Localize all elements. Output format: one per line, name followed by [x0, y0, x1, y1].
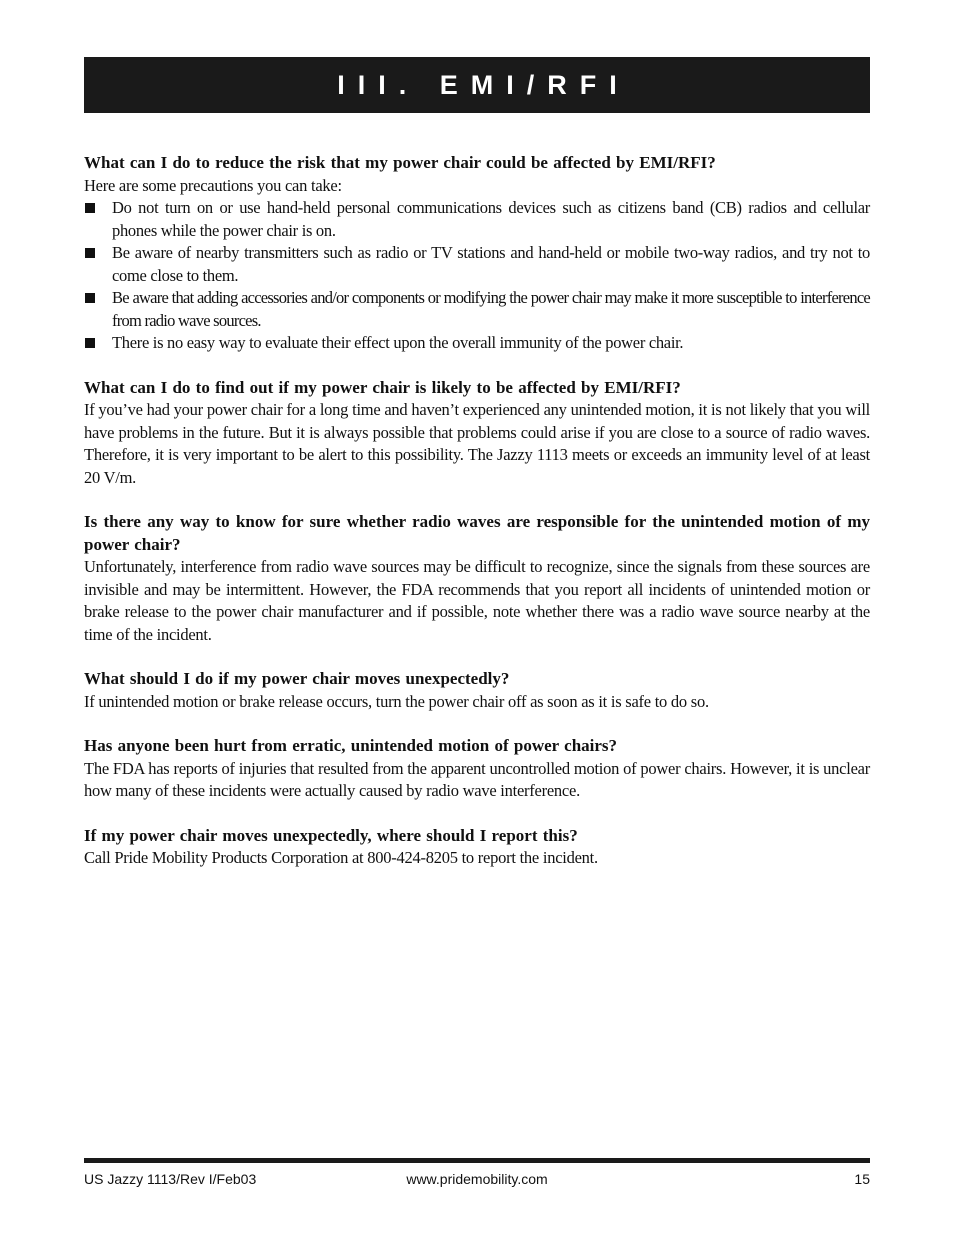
list-item: [84, 287, 870, 332]
qa-section-reduce-risk: [84, 152, 870, 355]
list-item-text: There is no easy way to evaluate their effect upon the overall immunity of the power chair.: [112, 333, 684, 352]
list-item: [84, 332, 870, 355]
answer-text: Unfortunately, interference from radio wave sources may be difficult to recognize, since the signals from these sources are invisible and may be intermittent. However, the FDA recommends that you report all incidents of unintended motion or brake release to the power chair manufacturer and if possible, note whether there was a radio wave source nearby at the time of the incident.: [84, 557, 870, 644]
list-item-text: Be aware that adding accessories and/or components or modifying the power chair may make it more susceptible to interference from radio wave sources.: [112, 288, 870, 330]
page-footer: [84, 1171, 870, 1191]
question-heading: What should I do if my power chair moves unexpectedly?: [84, 669, 510, 688]
answer-text: The FDA has reports of injuries that resulted from the apparent uncontrolled motion of power chairs. However, it is unclear how many of these incidents were actually caused by radio wave interference.: [84, 758, 870, 800]
footer-doc-id: US Jazzy 1113/Rev I/Feb03: [84, 1171, 257, 1187]
square-bullet-icon: [85, 293, 95, 303]
qa-section-moves-unexpectedly: [84, 668, 870, 713]
footer-page-number: 15: [854, 1171, 870, 1187]
precaution-list: [84, 197, 870, 355]
question-heading: Has anyone been hurt from erratic, unintended motion of power chairs?: [84, 736, 618, 755]
question-heading: What can I do to find out if my power chair is likely to be affected by EMI/RFI?: [84, 377, 681, 397]
qa-section-report: [84, 825, 870, 870]
footer-divider: [84, 1158, 870, 1163]
answer-text: If unintended motion or brake release occurs, turn the power chair off as soon as it is safe to do so.: [84, 691, 709, 711]
question-heading: If my power chair moves unexpectedly, where should I report this?: [84, 825, 578, 845]
footer-website: www.pridemobility.com: [406, 1171, 548, 1187]
square-bullet-icon: [85, 203, 95, 213]
answer-text: If you’ve had your power chair for a long time and haven’t experienced any unintended motion, it is not likely that you will have problems in the future. But it is always possible that problems could arise if you are close to a source of radio waves. Therefore, it is very important to be alert to this possibility. The Jazzy 1113 meets or exceeds an immunity level of at least 20 V/m.: [84, 400, 870, 487]
answer-text: Here are some precautions you can take:: [84, 175, 342, 195]
list-item: [84, 242, 870, 287]
qa-section-find-out: [84, 377, 870, 490]
question-heading: What can I do to reduce the risk that my power chair could be affected by EMI/RFI?: [84, 153, 716, 172]
answer-text: Call Pride Mobility Products Corporation at 800-424-8205 to report the incident.: [84, 848, 598, 867]
qa-section-anyone-hurt: [84, 735, 870, 803]
list-item-text: Be aware of nearby transmitters such as radio or TV stations and hand-held or mobile two-way radios, and try not to come close to them.: [112, 243, 870, 285]
section-title-banner: [84, 57, 870, 113]
document-body: [84, 152, 870, 892]
qa-section-know-for-sure: [84, 511, 870, 646]
list-item: [84, 197, 870, 242]
list-item-text: Do not turn on or use hand-held personal communications devices such as citizens band (CB) radios and cellular phones while the power chair is on.: [112, 198, 870, 240]
square-bullet-icon: [85, 338, 95, 348]
square-bullet-icon: [85, 248, 95, 258]
page-title: III. EMI/RFI: [337, 69, 630, 100]
question-heading: Is there any way to know for sure whether radio waves are responsible for the unintended motion of my power chair?: [84, 512, 870, 554]
